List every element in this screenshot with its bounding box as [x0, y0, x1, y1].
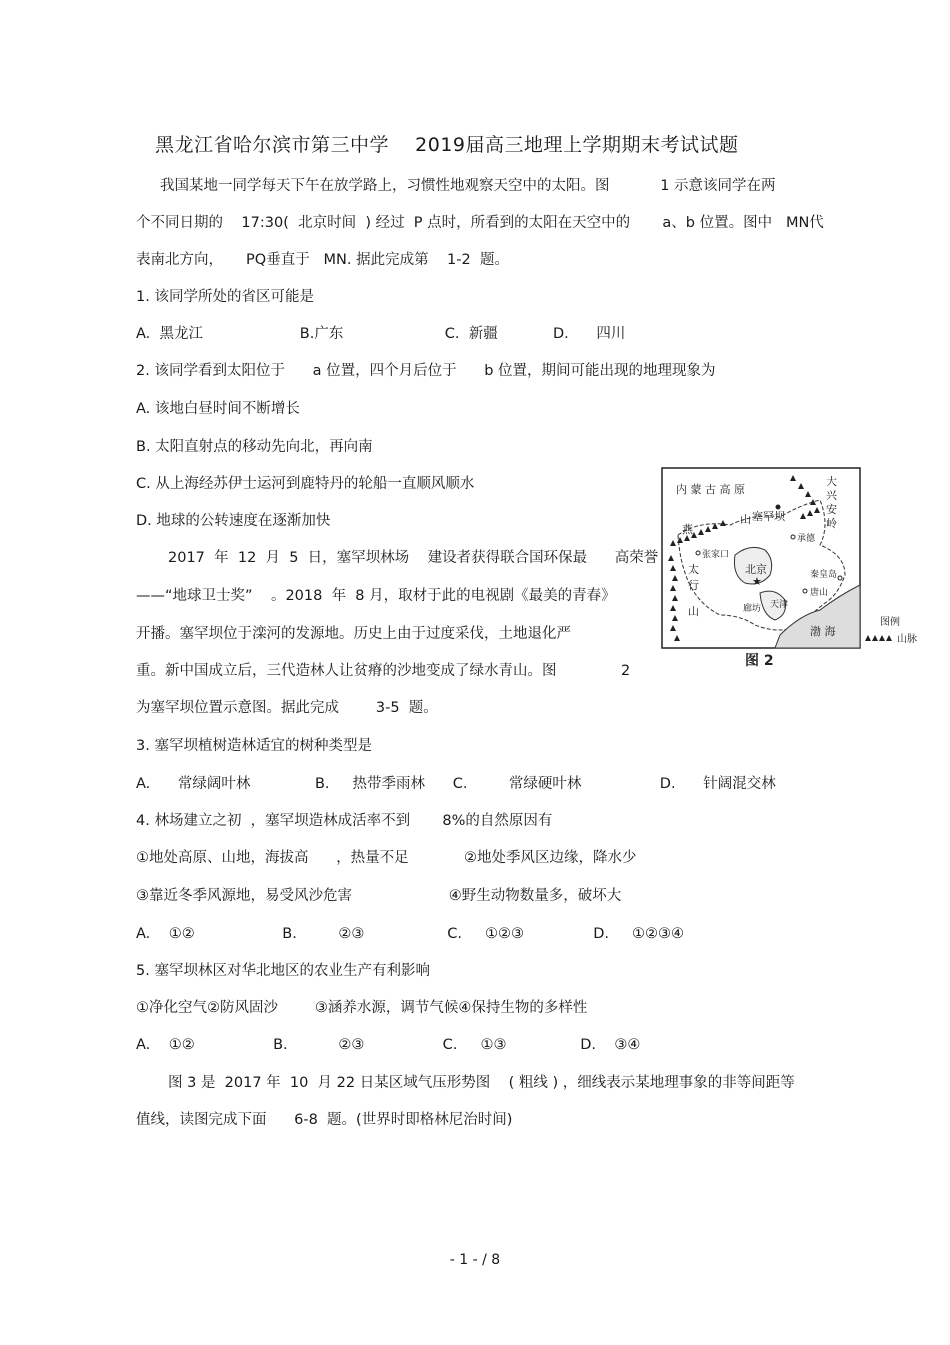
label-saihanba: 塞罕坝 — [752, 510, 785, 523]
paragraph-line: 重。新中国成立后，三代造林人让贫瘠的沙地变成了绿水青山。图 2 — [136, 663, 631, 679]
paragraph-line: 图 3 是 2017 年 10 月 22 日某区域气压形势图 ( 粗线 ) ，细线表示某地理事象的非等间距等 — [168, 1075, 795, 1091]
question-5-statements: ①净化空气②防风固沙 ③涵养水源，调节气候④保持生物的多样性 — [136, 1000, 588, 1016]
question-4: 4. 林场建立之初 ，塞罕坝造林成活率不到 8%的自然原因有 — [136, 813, 553, 829]
label-taihang-2: 行 — [688, 579, 699, 592]
document-title: 黑龙江省哈尔滨市第三中学 2019届高三地理上学期期末考试试题 — [155, 134, 739, 156]
question-3: 3. 塞罕坝植树造林适宜的树种类型是 — [136, 738, 372, 754]
label-beijing: 北京 — [745, 563, 767, 576]
question-2: 2. 该同学看到太阳位于 a 位置，四个月后位于 b 位置，期间可能出现的地理现象为 — [136, 363, 716, 379]
label-yan: 燕 — [682, 523, 693, 536]
label-bohai: 渤 海 — [810, 625, 836, 638]
question-2-option-c: C. 从上海经苏伊士运河到鹿特丹的轮船一直顺风顺水 — [136, 476, 475, 492]
paragraph-line: 2017 年 12 月 5 日，塞罕坝林场 建设者获得联合国环保最 高荣誉 — [168, 550, 659, 566]
paragraph-line: 表南北方向， PQ垂直于 MN. 据此完成第 1-2 题。 — [136, 252, 509, 268]
label-daxinganling-2: 兴 — [826, 489, 837, 502]
label-plateau: 内 蒙 古 高 原 — [676, 483, 745, 496]
question-2-option-a: A. 该地白昼时间不断增长 — [136, 401, 300, 417]
saihanba-dot — [776, 505, 781, 510]
question-5: 5. 塞罕坝林区对华北地区的农业生产有利影响 — [136, 963, 430, 979]
label-tangshan: 唐山 — [810, 588, 829, 598]
legend-label: 山脉 — [897, 634, 917, 645]
beijing-star-icon: ★ — [752, 575, 762, 588]
label-daxinganling-3: 安 — [826, 503, 837, 516]
question-5-options: A. ①② B. ②③ C. ①③ D. ③④ — [136, 1037, 641, 1053]
label-tianjin: 天津 — [770, 600, 789, 610]
question-2-option-d: D. 地球的公转速度在逐渐加快 — [136, 513, 331, 529]
label-langfang: 廊坊 — [743, 604, 762, 614]
paragraph-line: 个不同日期的 17:30( 北京时间 ) 经过 P 点时，所看到的太阳在天空中的 a、b 位置。图中 MN代 — [136, 215, 824, 231]
legend-title: 图例 — [880, 617, 900, 628]
legend-mountain-icon — [865, 635, 892, 641]
question-3-options: A. 常绿阔叶林 B. 热带季雨林 C. 常绿硬叶林 D. 针阔混交林 — [136, 776, 776, 792]
paragraph-line: 值线，读图完成下面 6-8 题。(世界时即格林尼治时间) — [136, 1112, 513, 1128]
question-4-statements: ①地处高原、山地，海拔高 ，热量不足 ②地处季风区边缘，降水少 — [136, 850, 637, 866]
label-daxinganling-1: 大 — [826, 475, 837, 488]
label-taihang-1: 太 — [688, 563, 699, 576]
paragraph-line: 为塞罕坝位置示意图。据此完成 3-5 题。 — [136, 700, 438, 716]
paragraph-line: 我国某地一同学每天下午在放学路上，习惯性地观察天空中的太阳。图 1 示意该同学在两 — [160, 178, 776, 194]
label-shan: 山 — [740, 513, 751, 526]
question-2-option-b: B. 太阳直射点的移动先向北，再向南 — [136, 439, 373, 455]
figure-caption: 图 2 — [745, 653, 774, 669]
label-chengde: 承德 — [797, 534, 816, 544]
figure-2-map — [660, 465, 932, 670]
page-number: - 1 - / 8 — [449, 1252, 501, 1268]
question-4-statements: ③靠近冬季风源地，易受风沙危害 ④野生动物数量多，破坏大 — [136, 888, 622, 904]
paragraph-line: 开播。塞罕坝位于滦河的发源地。历史上由于过度采伐，土地退化严 — [136, 626, 571, 642]
label-zhangjiakou: 张家口 — [702, 550, 730, 560]
question-4-options: A. ①② B. ②③ C. ①②③ D. ①②③④ — [136, 926, 685, 942]
question-1-options: A. 黑龙江 B.广东 C. 新疆 D. 四川 — [136, 326, 626, 342]
label-taihang-3: 山 — [688, 605, 699, 618]
paragraph-line: ——“地球卫士奖” 。2018 年 8 月，取材于此的电视剧《最美的青春》 — [136, 588, 616, 604]
question-1: 1. 该同学所处的省区可能是 — [136, 289, 314, 305]
label-daxinganling-4: 岭 — [826, 517, 837, 530]
label-qinhuangdao: 秦皇岛 — [810, 570, 838, 580]
